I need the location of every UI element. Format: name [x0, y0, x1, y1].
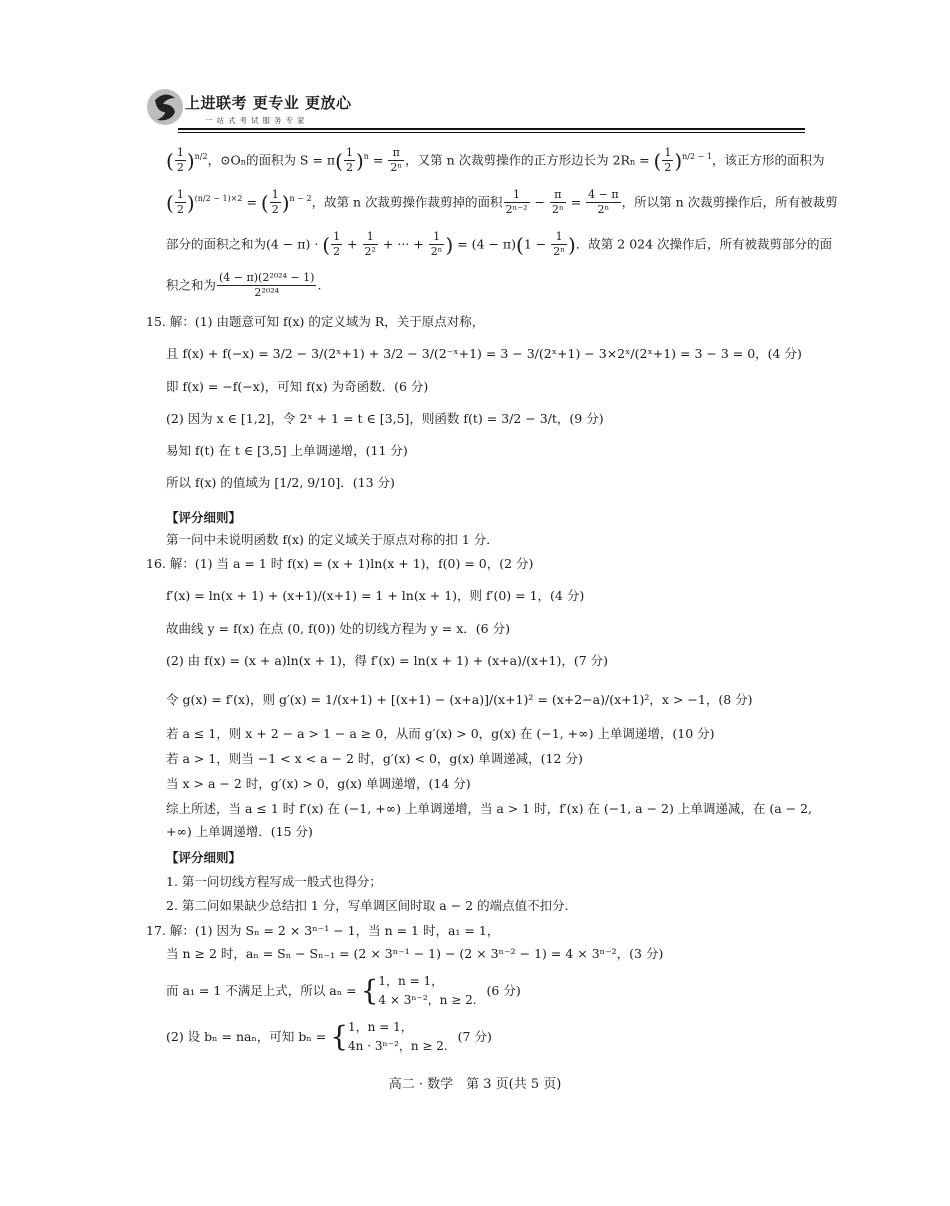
q16-line-6: 若 a ≤ 1，则 x + 2 − a > 1 − a ≥ 0，从而 g′(x) > 0，g(x) 在 (−1, +∞) 上单调递增，(10 分)	[166, 726, 715, 741]
q14-line-3: 部分的面积之和为(4 − π) · ( $\frac{1}{2}$ + $\frac{1}{\text{2²}}$ + ··· + $\frac{1}{\text{2ⁿ}}$ ) = (4 − π)(1 − $\frac{1}{\text{2ⁿ}}$ )．故第 2 024 次操作后，所有被裁剪部分的面	[166, 230, 833, 259]
q16-line-5: 令 g(x) = f′(x)，则 g′(x) = 1/(x+1) + [(x+1) − (x+a)]/(x+1)² = (x+2−a)/(x+1)²，x > −1，(8 分)	[166, 692, 753, 707]
q15-rubric-1: 第一问中未说明函数 f(x) 的定义域关于原点对称的扣 1 分．	[166, 532, 499, 547]
q15-line-6: 所以 f(x) 的值域为 [1/2, 9/10]．(13 分)	[166, 475, 395, 490]
q16-rubric-title: 【评分细则】	[166, 850, 242, 865]
q17-bcase-1: 1，n = 1，	[348, 1020, 413, 1034]
q16-rubric-2: 2. 第二问如果缺少总结扣 1 分，写单调区间时取 a − 2 的端点值不扣分．	[166, 898, 578, 913]
q17-case-2: 4 × 3ⁿ⁻²，n ≥ 2.	[378, 993, 477, 1008]
q16-line-4: (2) 由 f(x) = (x + a)ln(x + 1)，得 f′(x) = ln(x + 1) + (x+a)/(x+1)，(7 分)	[166, 653, 609, 668]
q16-line-8: 当 x > a − 2 时，g′(x) > 0，g(x) 单调递增，(14 分)	[166, 776, 471, 791]
q16-line-3: 故曲线 y = f(x) 在点 (0, f(0)) 处的切线方程为 y = x．(6 分)	[166, 621, 510, 636]
q15-line-2: 且 f(x) + f(−x) = 3/2 − 3/(2ˣ+1) + 3/2 − 3/(2⁻ˣ+1) = 3 − 3/(2ˣ+1) − 3×2ˣ/(2ˣ+1) = 3 − 3 = 0，(4 分)	[166, 346, 802, 361]
brand-title: 上进联考 更专业 更放心	[185, 94, 352, 112]
q14-line-1: ( $\frac{1}{2}$ )$^{n/2}$，⊙On的面积为 S = π( $\frac{1}{2}$ )$^n$ = $\frac{\pi}{\text{2ⁿ}}$ ，又第 n 次裁剪操作的正方形边长为 2Rn = ( $\frac{1}{2}$ )$^{n/2 - 1}$，该正方形的面积为	[166, 146, 825, 175]
q17-line-1: 17. 解：(1) 因为 Sₙ = 2 × 3ⁿ⁻¹ − 1，当 n = 1 时，a₁ = 1，	[146, 923, 500, 938]
q17-case-1: 1，n = 1，	[378, 974, 444, 988]
q14-line-2: ( $\frac{1}{2}$ )$^{(n/2 - 1)\times 2}$ = ( $\frac{1}{2}$ )$^{n - 2}$，故第 n 次裁剪操作裁剪掉的面积 $\frac{1}{\text{2ⁿ⁻²}}$ − $\frac{\pi}{\text{2ⁿ}}$ = $\frac{4 - \pi}{\text{2ⁿ}}$ ，所以第 n 次裁剪操作后，所有被裁剪	[166, 188, 838, 217]
q17-line-3: 而 a₁ = 1 不满足上式，所以 aₙ = {1，n = 1， 4 × 3ⁿ⁻²，n ≥ 2. (6 分)	[166, 973, 521, 1008]
q15-line-4: (2) 因为 x ∈ [1,2]，令 2ˣ + 1 = t ∈ [3,5]，则函数 f(t) = 3/2 − 3/t，(9 分)	[166, 411, 604, 426]
q17-bcase-2: 4n · 3ⁿ⁻²，n ≥ 2.	[348, 1039, 448, 1054]
q16-line-7: 若 a > 1，则当 −1 < x < a − 2 时，g′(x) < 0，g(x) 单调递减，(12 分)	[166, 751, 583, 766]
q14-line-4: 积之和为 $\frac{\text{(4 − π)(2²⁰²⁴ − 1)}}{\text{2²⁰²⁴}}$ .	[166, 271, 322, 300]
q17-line-4: (2) 设 bₙ = naₙ，可知 bₙ = {1，n = 1， 4n · 3ⁿ⁻²，n ≥ 2. (7 分)	[166, 1019, 492, 1054]
q16-line-1: 16. 解：(1) 当 a = 1 时 f(x) = (x + 1)ln(x + 1)，f(0) = 0，(2 分)	[146, 556, 534, 571]
q15-rubric-title: 【评分细则】	[166, 510, 242, 525]
q16-line-2: f′(x) = ln(x + 1) + (x+1)/(x+1) = 1 + ln(x + 1)，则 f′(0) = 1，(4 分)	[166, 588, 585, 603]
q15-line-1: 15. 解：(1) 由题意可知 f(x) 的定义域为 R，关于原点对称，	[146, 314, 485, 329]
page-footer: 高二 · 数学 第 3 页(共 5 页)	[388, 1077, 562, 1092]
q15-line-5: 易知 f(t) 在 t ∈ [3,5] 上单调递增，(11 分)	[166, 443, 408, 458]
header-rule	[178, 128, 805, 130]
q16-line-9: 综上所述，当 a ≤ 1 时 f′(x) 在 (−1, +∞) 上单调递增，当 a > 1 时，f′(x) 在 (−1, a − 2) 上单调递减，在 (a − 2,	[166, 801, 813, 816]
page-header	[145, 84, 805, 134]
q16-rubric-1: 1. 第一问切线方程写成一般式也得分；	[166, 874, 382, 889]
q15-line-3: 即 f(x) = −f(−x)，可知 f(x) 为奇函数．(6 分)	[166, 379, 429, 394]
q16-line-10: +∞) 上单调递增．(15 分)	[166, 824, 313, 839]
header-rule-thin	[178, 132, 805, 133]
q17-line-2: 当 n ≥ 2 时，aₙ = Sₙ − Sₙ₋₁ = (2 × 3ⁿ⁻¹ − 1) − (2 × 3ⁿ⁻² − 1) = 4 × 3ⁿ⁻²，(3 分)	[166, 946, 664, 961]
brand-subtitle: 一站式考试服务专家	[205, 116, 309, 125]
brand-logo-icon	[145, 86, 185, 128]
